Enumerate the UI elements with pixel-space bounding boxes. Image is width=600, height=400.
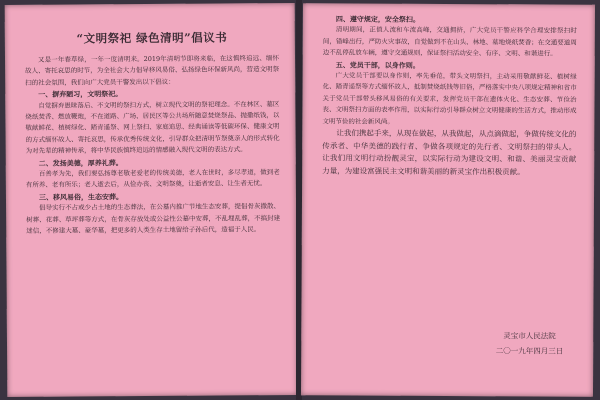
section-5-heading: 五、党员干部，以身作则。 <box>335 60 420 70</box>
section-2-heading: 二、发扬美德，厚养礼葬。 <box>38 157 123 168</box>
signature-block <box>496 328 564 358</box>
section-1-heading: 一、摒弃陋习，文明祭祀。 <box>38 89 123 100</box>
section-1-body: 自觉摒弃愚昧落后、不文明的祭扫方式，树立现代文明的祭祀理念。不在林区、墓区烧纸焚香、燃放鞭炮，不在道路、广场、居民区等公共场所随意焚烧祭品、抛撒纸钱，以敬献鲜花、植树绿化、踏青遥祭、网上祭扫、家庭追思、经典诵读等低碳环保、健康文明的方式缅怀故人、寄托哀思，传承优秀传统文化，引导群众把清明节祭奠亲人的形式转化为对先辈的精神传承，将中华民族慎终追远的情感融入现代文明的表达方式。 <box>25 99 280 156</box>
signature-date: 二〇一九年四月三日 <box>495 346 564 356</box>
section-4-heading: 四、遵守规定，安全祭扫。 <box>335 14 420 24</box>
section-3-body: 倡导实行不占或少占土地的生态葬法，在公墓内推广节地生态安葬，提倡骨灰撒散、树葬、花葬、草坪葬等方式，在骨灰存放处或公益性公墓中安葬，不乱埋乱葬，不搞封建迷信，不修建大墓、豪华墓，把更多的人类生存土地留给子孙后代，造福于人民。 <box>26 202 281 235</box>
signature-org: 灵宝市人民法院 <box>503 331 556 341</box>
closing-paragraph: 让我们携起手来，从现在做起，从我做起，从点滴做起，争做传统文化的传承者、中华美德的践行者、争做各项规定的先行者、文明祭扫的带头人。让我们用文明行动扮靓灵宝，以实际行动为建设文明、和谐、美丽灵宝贡献力量，为建设富强民主文明和谐美丽的新灵宝作出积极贡献。 <box>322 128 577 176</box>
section-5-body: 广大党员干部要以身作则，率先垂范，带头文明祭扫，主动采用敬献鲜花、植树绿化、踏青遥祭等方式缅怀故人，抵制焚烧纸钱等旧俗，严格落实中央八项规定精神和省市关于党员干部带头移风易俗的有关要求，发挥党员干部在遗体火化、生态安葬、节俭治丧、文明祭扫方面的表率作用，以实际行动引导群众树立文明健康的生活方式，推动形成文明节俭的社会新风尚。 <box>322 71 577 126</box>
document-title: “文明祭祀 绿色清明”倡议书 <box>76 30 228 46</box>
intro-paragraph: 又是一年春草绿，一年一度清明来。2019年清明节即将来临，在这慎终追远、缅怀故人、寄托哀思的时节，为全社会大力倡导移风易俗、弘扬绿色环保新风尚，营造文明祭扫的社会氛围，我们向广大党员干警发出以下倡议： <box>25 54 280 87</box>
section-4-body: 清明期间，正值人流和车流高峰，交通拥挤，广大党员干警应科学合理安排祭扫时间，错峰出行，严防火灾事故，自觉做到不在山头、林地、墓地烧纸焚香；在交通要道周边不乱停乱放车辆，遵守交通规则，保证祭扫活动安全、有序、文明、和谐进行。 <box>322 25 577 58</box>
left-paper-page <box>5 3 298 397</box>
right-paper-page <box>301 3 595 397</box>
section-2-body: 百善孝为先，我们要弘扬尊老敬老爱老的传统美德，老人在世时，多尽孝道，做到老有所养、老有所乐；老人逝去后，从俭办丧、文明祭奠，让逝者安息、让生者无忧。 <box>25 168 280 190</box>
section-3-heading: 三、移风易俗，生态安葬。 <box>38 192 124 202</box>
